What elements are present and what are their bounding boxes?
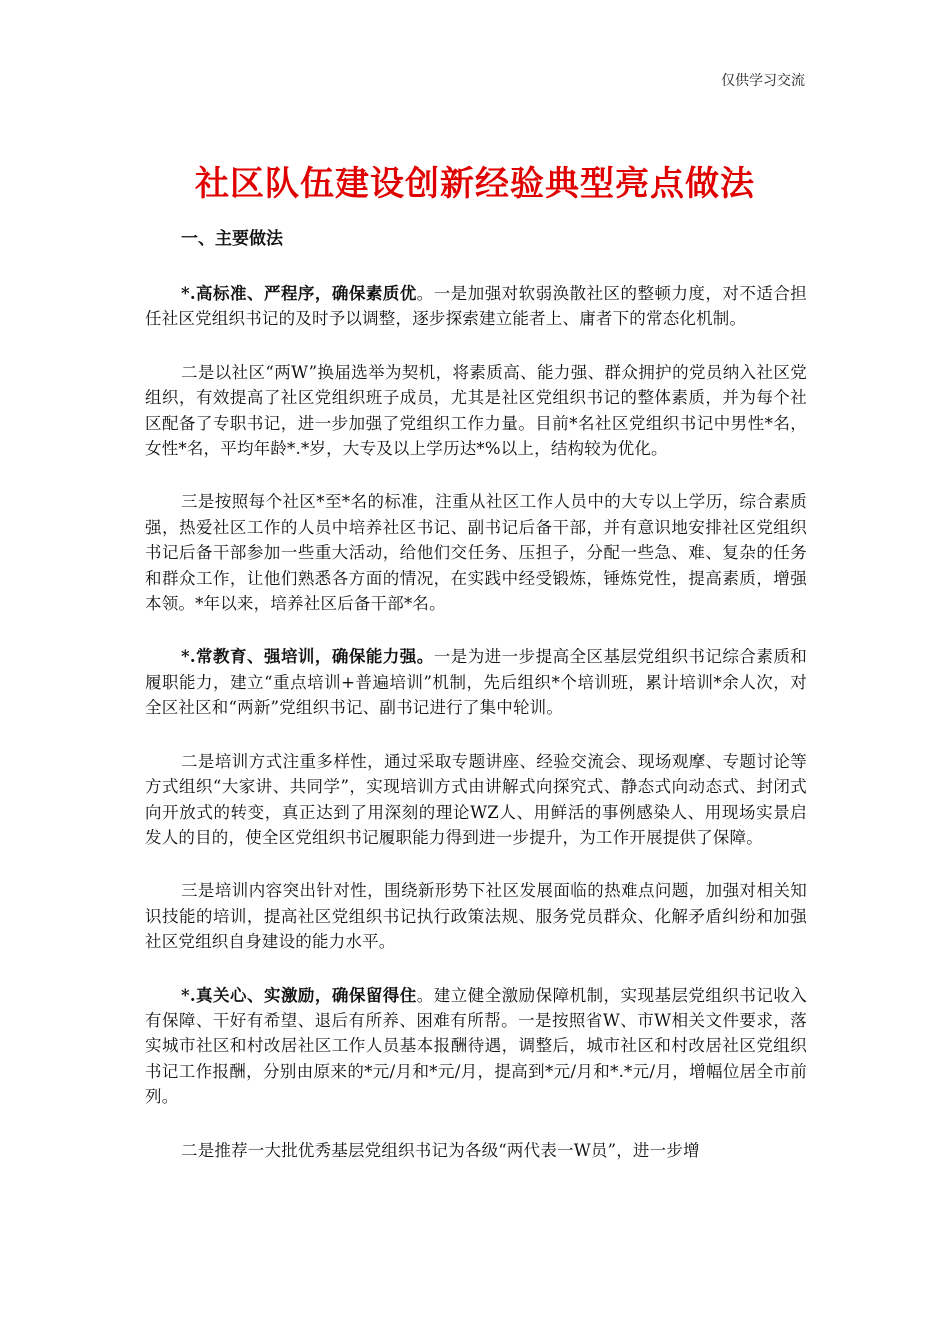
paragraph-text: 三是培训内容突出针对性，围绕新形势下社区发展面临的热难点问题，加强对相关知识技能的培训，提高社区党组织书记执行政策法规、服务党员群众、化解矛盾纠纷和加强社区党组织自身建设的能力水平。 (145, 881, 807, 952)
paragraph-lead: *.真关心、实激励，确保留得住 (181, 985, 417, 1005)
paragraph-text: 二是以社区“两W”换届选举为契机，将素质高、能力强、群众拥护的党员纳入社区党组织，有效提高了社区党组织班子成员，尤其是社区党组织书记的整体素质，并为每个社区配备了专职书记，进一步加强了党组织工作力量。目前*名社区党组织书记中男性*名，女性*名，平均年龄*.*岁，大专及以上学历达*%以上，结构较为优化。 (145, 362, 807, 459)
paragraph-text: 二是推荐一大批优秀基层党组织书记为各级“两代表一W员”，进一步增 (181, 1140, 700, 1160)
paragraph-text: 一是为进一步提高全区基层党组织书记综合素质和履职能力，建立“重点培训+普遍培训”机制，先后组织*个培训班，累计培训*余人次，对全区社区和“两新”党组织书记、副书记进行了集中轮训。 (145, 647, 807, 718)
paragraph-text: 。一是加强对软弱涣散社区的整顿力度，对不适合担任社区党组织书记的及时予以调整，逐步探索建立能者上、庸者下的常态化机制。 (145, 284, 808, 329)
document-title: 社区队伍建设创新经验典型亮点做法 (195, 164, 755, 204)
paragraph-6 (145, 878, 807, 954)
paragraph-lead: *.高标准、严程序，确保素质优 (181, 284, 417, 303)
paragraph-5 (145, 749, 807, 851)
header-note: 仅供学习交流 (721, 73, 805, 89)
paragraph-3 (145, 489, 807, 616)
paragraph-lead: *.常教育、强培训，确保能力强。 (181, 647, 434, 667)
paragraph-1 (145, 281, 807, 332)
paragraph-4 (145, 644, 807, 720)
section-heading: 一、主要做法 (181, 229, 283, 249)
paragraph-text: 二是培训方式注重多样性，通过采取专题讲座、经验交流会、现场观摩、专题讨论等方式组织“大家讲、共同学”，实现培训方式由讲解式向探究式、静态式向动态式、封闭式向开放式的转变，真正达到了用深刻的理论WZ人、用鲜活的事例感染人、用现场实景启发人的目的，使全区党组织书记履职能力得到进一步提升，为工作开展提供了保障。 (145, 751, 807, 847)
paragraph-7 (145, 983, 807, 1110)
paragraph-2 (145, 360, 807, 462)
paragraph-8 (145, 1138, 807, 1163)
paragraph-text: 。建立健全激励保障机制，实现基层党组织书记收入有保障、干好有希望、退后有所养、困难有所帮。一是按照省W、市W相关文件要求，落实城市社区和村改居社区工作人员基本报酬待遇，调整后，城市社区和村改居社区党组织书记工作报酬，分别由原来的*元/月和*元/月，提高到*元/月和*.*元/月，增幅位居全市前列。 (145, 985, 808, 1107)
document-body (145, 225, 807, 1191)
paragraph-text: 三是按照每个社区*至*名的标准，注重从社区工作人员中的大专以上学历，综合素质强，热爱社区工作的人员中培养社区书记、副书记后备干部，并有意识地安排社区党组织书记后备干部参加一些重大活动，给他们交任务、压担子，分配一些急、难、复杂的任务和群众工作，让他们熟悉各方面的情况，在实践中经受锻炼，锤炼党性，提高素质，增强本领。*年以来，培养社区后备干部*名。 (145, 492, 807, 614)
